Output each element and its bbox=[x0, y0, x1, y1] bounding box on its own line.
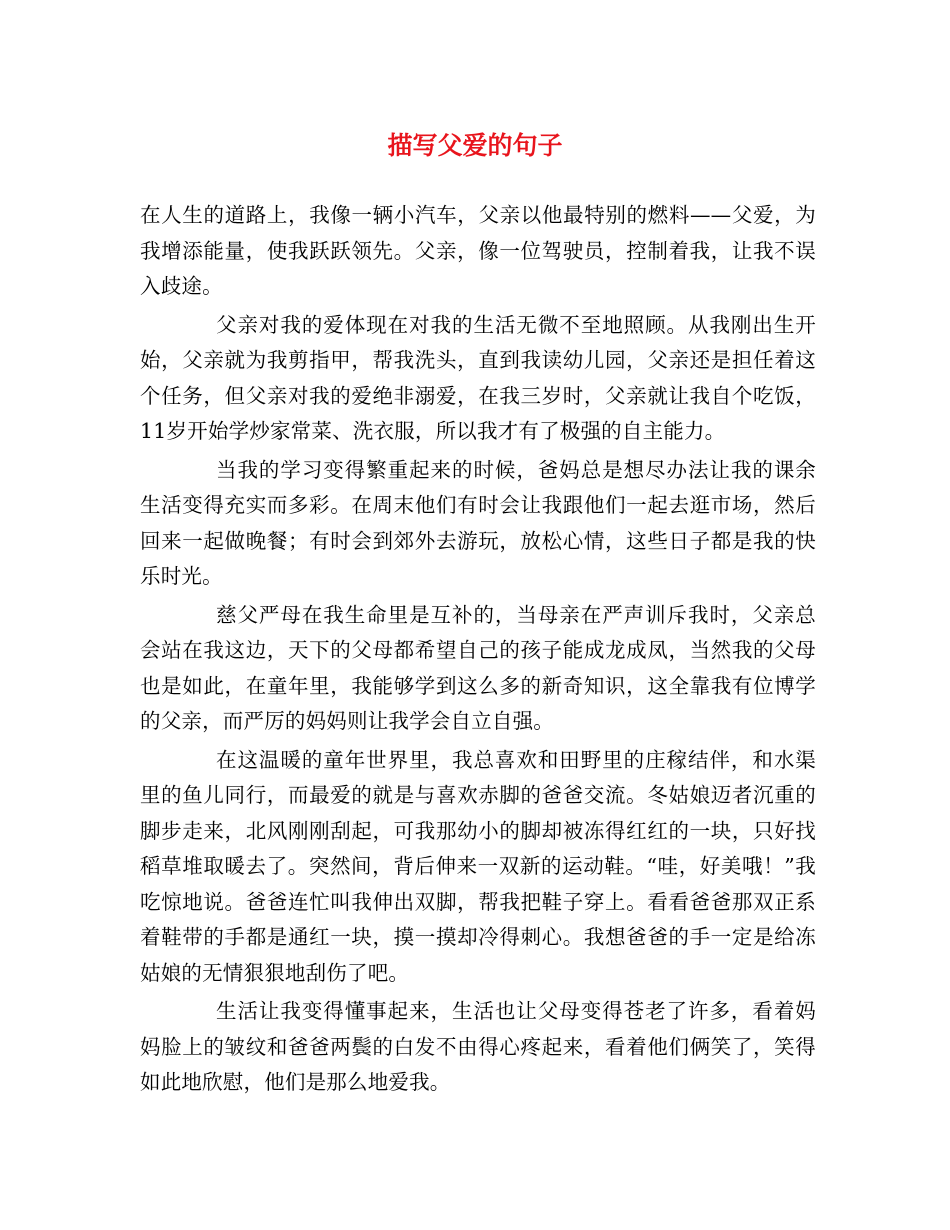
paragraph-1: 在人生的道路上，我像一辆小汽车，父亲以他最特别的燃料——父爱，为我增添能量，使我跃跃领先。父亲，像一位驾驶员，控制着我，让我不误入歧途。 bbox=[140, 203, 816, 298]
paragraph-4: 慈父严母在我生命里是互补的，当母亲在严声训斥我时，父亲总会站在我这边，天下的父母都希望自己的孩子能成龙成凤，当然我的父母也是如此，在童年里，我能够学到这么多的新奇知识，这全靠我有位博学的父亲，而严厉的妈妈则让我学会自立自强。 bbox=[140, 602, 816, 733]
paragraph-6: 生活让我变得懂事起来，生活也让父母变得苍老了许多，看着妈妈脸上的皱纹和爸爸两鬓的白发不由得心疼起来，看着他们俩笑了，笑得如此地欣慰，他们是那么地爱我。 bbox=[140, 999, 816, 1094]
paragraph-2: 父亲对我的爱体现在对我的生活无微不至地照顾。从我刚出生开始，父亲就为我剪指甲，帮我洗头，直到我读幼儿园，父亲还是担任着这个任务，但父亲对我的爱绝非溺爱，在我三岁时，父亲就让我自个吃饭，11岁开始学炒家常菜、洗衣服，所以我才有了极强的自主能力。 bbox=[140, 312, 816, 443]
document-body bbox=[140, 198, 816, 1104]
paragraph-3: 当我的学习变得繁重起来的时候，爸妈总是想尽办法让我的课余生活变得充实而多彩。在周末他们有时会让我跟他们一起去逛市场，然后回来一起做晚餐；有时会到郊外去游玩，放松心情，这些日子都是我的快乐时光。 bbox=[140, 457, 816, 588]
document-title: 描写父爱的句子 bbox=[387, 131, 563, 160]
paragraph-5: 在这温暖的童年世界里，我总喜欢和田野里的庄稼结伴，和水渠里的鱼儿同行，而最爱的就是与喜欢赤脚的爸爸交流。冬姑娘迈者沉重的脚步走来，北风刚刚刮起，可我那幼小的脚却被冻得红红的一块，只好找稻草堆取暖去了。突然间，背后伸来一双新的运动鞋。“哇，好美哦！”我吃惊地说。爸爸连忙叫我伸出双脚，帮我把鞋子穿上。看看爸爸那双正系着鞋带的手都是通红一块，摸一摸却冷得刺心。我想爸爸的手一定是给冻姑娘的无情狠狠地刮伤了吧。 bbox=[140, 747, 816, 985]
